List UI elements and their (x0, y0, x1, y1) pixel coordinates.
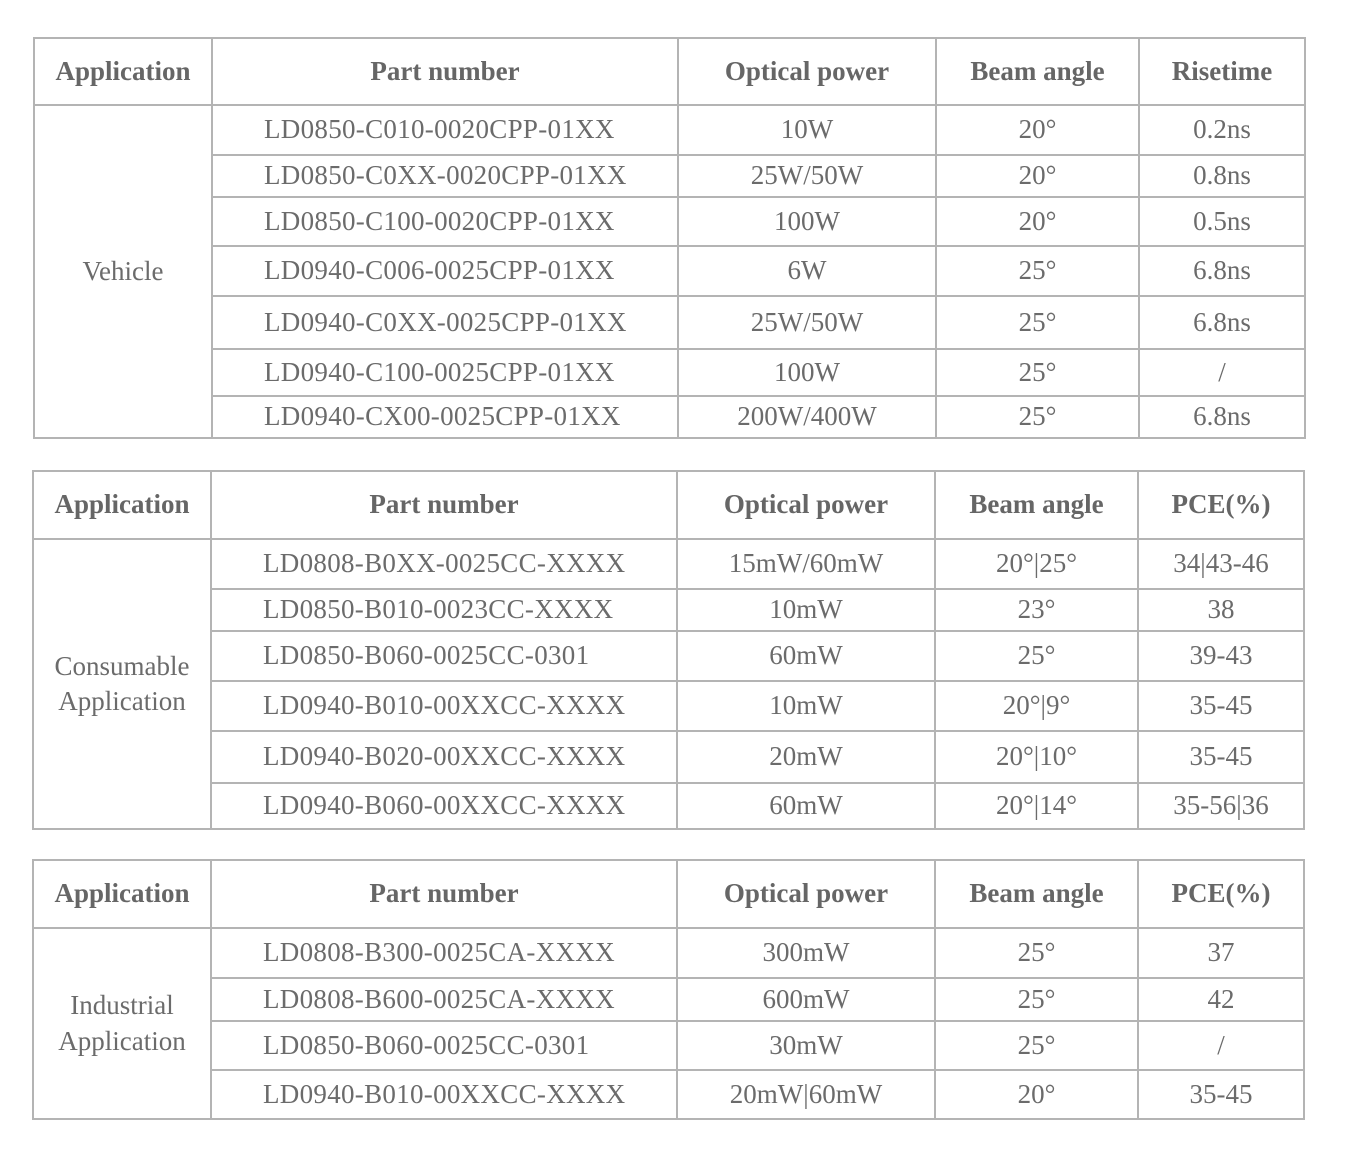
beam-angle-cell: 25° (936, 349, 1139, 396)
pce-cell: 39-43 (1138, 631, 1304, 681)
table-row (33, 681, 1304, 731)
optical-power-cell: 25W/50W (678, 296, 936, 349)
consumable-table (32, 470, 1305, 830)
risetime-cell: 0.5ns (1139, 197, 1305, 246)
header-part-number: Part number (211, 860, 677, 928)
table-row (34, 197, 1305, 246)
table-row (33, 978, 1304, 1021)
optical-power-cell: 25W/50W (678, 155, 936, 197)
table-row (33, 1070, 1304, 1119)
pce-cell: 38 (1138, 589, 1304, 631)
beam-angle-cell: 20° (936, 105, 1139, 155)
header-row (33, 471, 1304, 539)
part-number-cell: LD0850-B010-0023CC-XXXX (211, 589, 677, 631)
optical-power-cell: 200W/400W (678, 396, 936, 438)
optical-power-cell: 10W (678, 105, 936, 155)
header-row (34, 38, 1305, 105)
beam-angle-cell: 25° (935, 928, 1138, 978)
optical-power-cell: 10mW (677, 589, 935, 631)
part-number-cell: LD0940-CX00-0025CPP-01XX (212, 396, 678, 438)
optical-power-cell: 30mW (677, 1021, 935, 1070)
header-part-number: Part number (211, 471, 677, 539)
beam-angle-cell: 25° (935, 631, 1138, 681)
header-row (33, 860, 1304, 928)
part-number-cell: LD0850-C100-0020CPP-01XX (212, 197, 678, 246)
part-number-cell: LD0850-B060-0025CC-0301 (211, 1021, 677, 1070)
optical-power-cell: 15mW/60mW (677, 539, 935, 589)
part-number-cell: LD0808-B600-0025CA-XXXX (211, 978, 677, 1021)
beam-angle-cell: 20°|14° (935, 783, 1138, 829)
header-pce: PCE(%) (1138, 860, 1304, 928)
beam-angle-cell: 25° (936, 296, 1139, 349)
part-number-cell: LD0940-B010-00XXCC-XXXX (211, 681, 677, 731)
header-application: Application (33, 860, 211, 928)
table-row (33, 631, 1304, 681)
beam-angle-cell: 25° (936, 246, 1139, 296)
table-row (33, 589, 1304, 631)
header-optical-power: Optical power (677, 860, 935, 928)
risetime-cell: 0.2ns (1139, 105, 1305, 155)
risetime-cell: 0.8ns (1139, 155, 1305, 197)
beam-angle-cell: 25° (935, 1021, 1138, 1070)
header-beam-angle: Beam angle (935, 860, 1138, 928)
risetime-cell: 6.8ns (1139, 246, 1305, 296)
risetime-cell: 6.8ns (1139, 396, 1305, 438)
part-number-cell: LD0940-C006-0025CPP-01XX (212, 246, 678, 296)
beam-angle-cell: 23° (935, 589, 1138, 631)
table-row (34, 105, 1305, 155)
beam-angle-cell: 25° (936, 396, 1139, 438)
table-row (33, 1021, 1304, 1070)
header-optical-power: Optical power (678, 38, 936, 105)
optical-power-cell: 100W (678, 197, 936, 246)
risetime-cell: / (1139, 349, 1305, 396)
part-number-cell: LD0850-B060-0025CC-0301 (211, 631, 677, 681)
pce-cell: 35-45 (1138, 1070, 1304, 1119)
header-optical-power: Optical power (677, 471, 935, 539)
beam-angle-cell: 20° (935, 1070, 1138, 1119)
pce-cell: 35-45 (1138, 681, 1304, 731)
vehicle-table (33, 37, 1306, 439)
part-number-cell: LD0940-C100-0025CPP-01XX (212, 349, 678, 396)
optical-power-cell: 300mW (677, 928, 935, 978)
header-risetime: Risetime (1139, 38, 1305, 105)
header-beam-angle: Beam angle (936, 38, 1139, 105)
part-number-cell: LD0940-B010-00XXCC-XXXX (211, 1070, 677, 1119)
part-number-cell: LD0940-B060-00XXCC-XXXX (211, 783, 677, 829)
optical-power-cell: 20mW|60mW (677, 1070, 935, 1119)
table-row (33, 783, 1304, 829)
pce-cell: 35-45 (1138, 731, 1304, 783)
header-beam-angle: Beam angle (935, 471, 1138, 539)
optical-power-cell: 60mW (677, 783, 935, 829)
optical-power-cell: 60mW (677, 631, 935, 681)
optical-power-cell: 10mW (677, 681, 935, 731)
pce-cell: 42 (1138, 978, 1304, 1021)
pce-cell: 34|43-46 (1138, 539, 1304, 589)
beam-angle-cell: 20° (936, 155, 1139, 197)
header-pce: PCE(%) (1138, 471, 1304, 539)
beam-angle-cell: 20°|9° (935, 681, 1138, 731)
beam-angle-cell: 25° (935, 978, 1138, 1021)
header-application: Application (33, 471, 211, 539)
pce-cell: 37 (1138, 928, 1304, 978)
optical-power-cell: 600mW (677, 978, 935, 1021)
application-cell: Industrial Application (33, 928, 211, 1119)
table-row (34, 296, 1305, 349)
table-row (33, 928, 1304, 978)
header-part-number: Part number (212, 38, 678, 105)
pce-cell: 35-56|36 (1138, 783, 1304, 829)
part-number-cell: LD0850-C0XX-0020CPP-01XX (212, 155, 678, 197)
table-row (34, 246, 1305, 296)
application-cell: Consumable Application (33, 539, 211, 829)
table-row (34, 155, 1305, 197)
table-row (34, 349, 1305, 396)
part-number-cell: LD0940-C0XX-0025CPP-01XX (212, 296, 678, 349)
part-number-cell: LD0850-C010-0020CPP-01XX (212, 105, 678, 155)
beam-angle-cell: 20°|10° (935, 731, 1138, 783)
optical-power-cell: 20mW (677, 731, 935, 783)
risetime-cell: 6.8ns (1139, 296, 1305, 349)
part-number-cell: LD0808-B0XX-0025CC-XXXX (211, 539, 677, 589)
table-row (33, 731, 1304, 783)
beam-angle-cell: 20°|25° (935, 539, 1138, 589)
header-application: Application (34, 38, 212, 105)
beam-angle-cell: 20° (936, 197, 1139, 246)
pce-cell: / (1138, 1021, 1304, 1070)
table-row (33, 539, 1304, 589)
part-number-cell: LD0808-B300-0025CA-XXXX (211, 928, 677, 978)
optical-power-cell: 6W (678, 246, 936, 296)
part-number-cell: LD0940-B020-00XXCC-XXXX (211, 731, 677, 783)
optical-power-cell: 100W (678, 349, 936, 396)
table-row (34, 396, 1305, 438)
industrial-table (32, 859, 1305, 1120)
application-cell: Vehicle (34, 105, 212, 438)
